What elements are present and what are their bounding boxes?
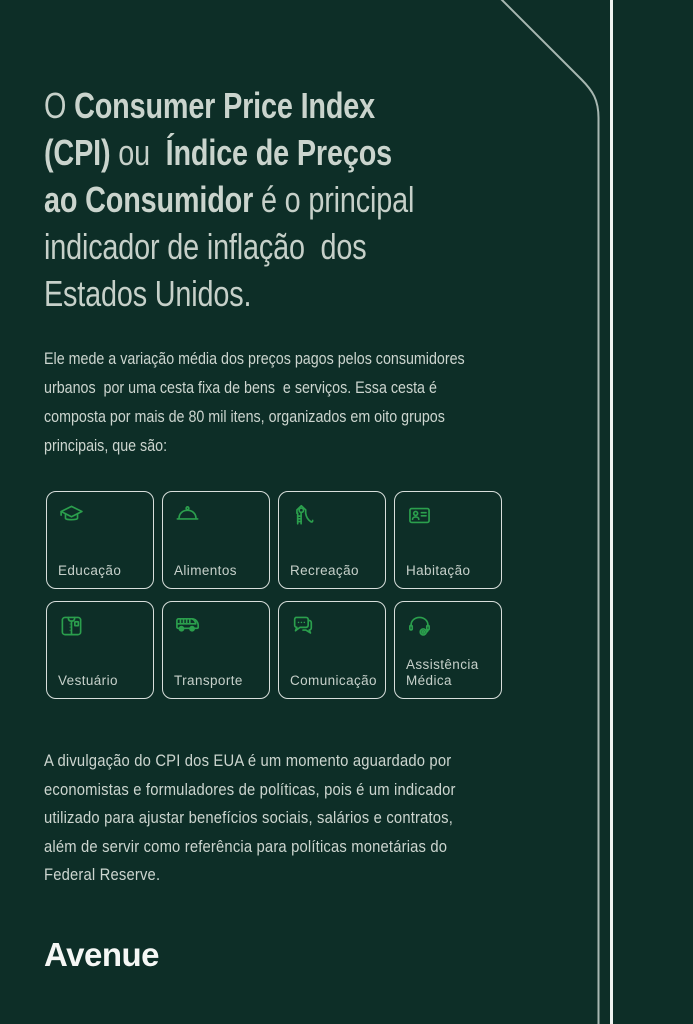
bus-icon [174, 612, 201, 639]
paragraph-line: composta por mais de 80 mil itens, organizados em oito grupos [44, 407, 445, 426]
category-label: Vestuário [58, 673, 118, 688]
category-card-alimentos [162, 491, 270, 589]
paragraph-line: principais, que são: [44, 436, 168, 455]
category-label: Alimentos [174, 563, 237, 578]
category-card-transporte [162, 601, 270, 699]
category-card-vestuario [46, 601, 154, 699]
page-title [44, 82, 414, 317]
category-card-assistencia-medica [394, 601, 502, 699]
category-grid [46, 491, 502, 699]
intro-paragraph [44, 344, 465, 460]
closing-paragraph [44, 747, 456, 890]
category-card-comunicacao [278, 601, 386, 699]
headline-line: ao Consumidor é o principal [44, 179, 415, 220]
category-label: Assistência Médica [406, 657, 479, 688]
paragraph-line: além de servir como referência para políticas monetárias do [44, 836, 448, 856]
paragraph-line: Federal Reserve. [44, 865, 161, 884]
food-cloche-icon [174, 502, 201, 529]
category-card-habitacao [394, 491, 502, 589]
headline-line: O Consumer Price Index [44, 85, 376, 126]
paragraph-line: Ele mede a variação média dos preços pagos pelos consumidores [44, 349, 465, 368]
headline-line: Estados Unidos. [44, 273, 252, 314]
category-card-recreacao [278, 491, 386, 589]
category-label: Comunicação [290, 673, 377, 688]
headline-line: (CPI) ou Índice de Preços [44, 132, 392, 173]
shirt-icon [58, 612, 85, 639]
paragraph-line: A divulgação do CPI dos EUA é um momento aguardado por [44, 751, 452, 770]
category-card-educacao [46, 491, 154, 589]
avenue-logo: Avenue [44, 936, 159, 973]
paragraph-line: economistas e formuladores de políticas, pois é um indicador [44, 779, 456, 799]
category-label: Transporte [174, 673, 243, 688]
stethoscope-icon [406, 612, 433, 639]
paragraph-line: utilizado para ajustar benefícios sociais, salários e contratos, [44, 808, 454, 827]
category-label: Habitação [406, 563, 471, 578]
playground-slide-icon [290, 502, 317, 529]
paragraph-line: urbanos por uma cesta fixa de bens e serviços. Essa cesta é [44, 378, 437, 397]
id-card-icon [406, 502, 433, 529]
category-label: Recreação [290, 563, 359, 578]
headline-line: indicador de inflação dos [44, 226, 367, 267]
chat-bubbles-icon [290, 612, 317, 639]
category-label: Educação [58, 563, 122, 578]
graduation-cap-icon [58, 502, 85, 529]
